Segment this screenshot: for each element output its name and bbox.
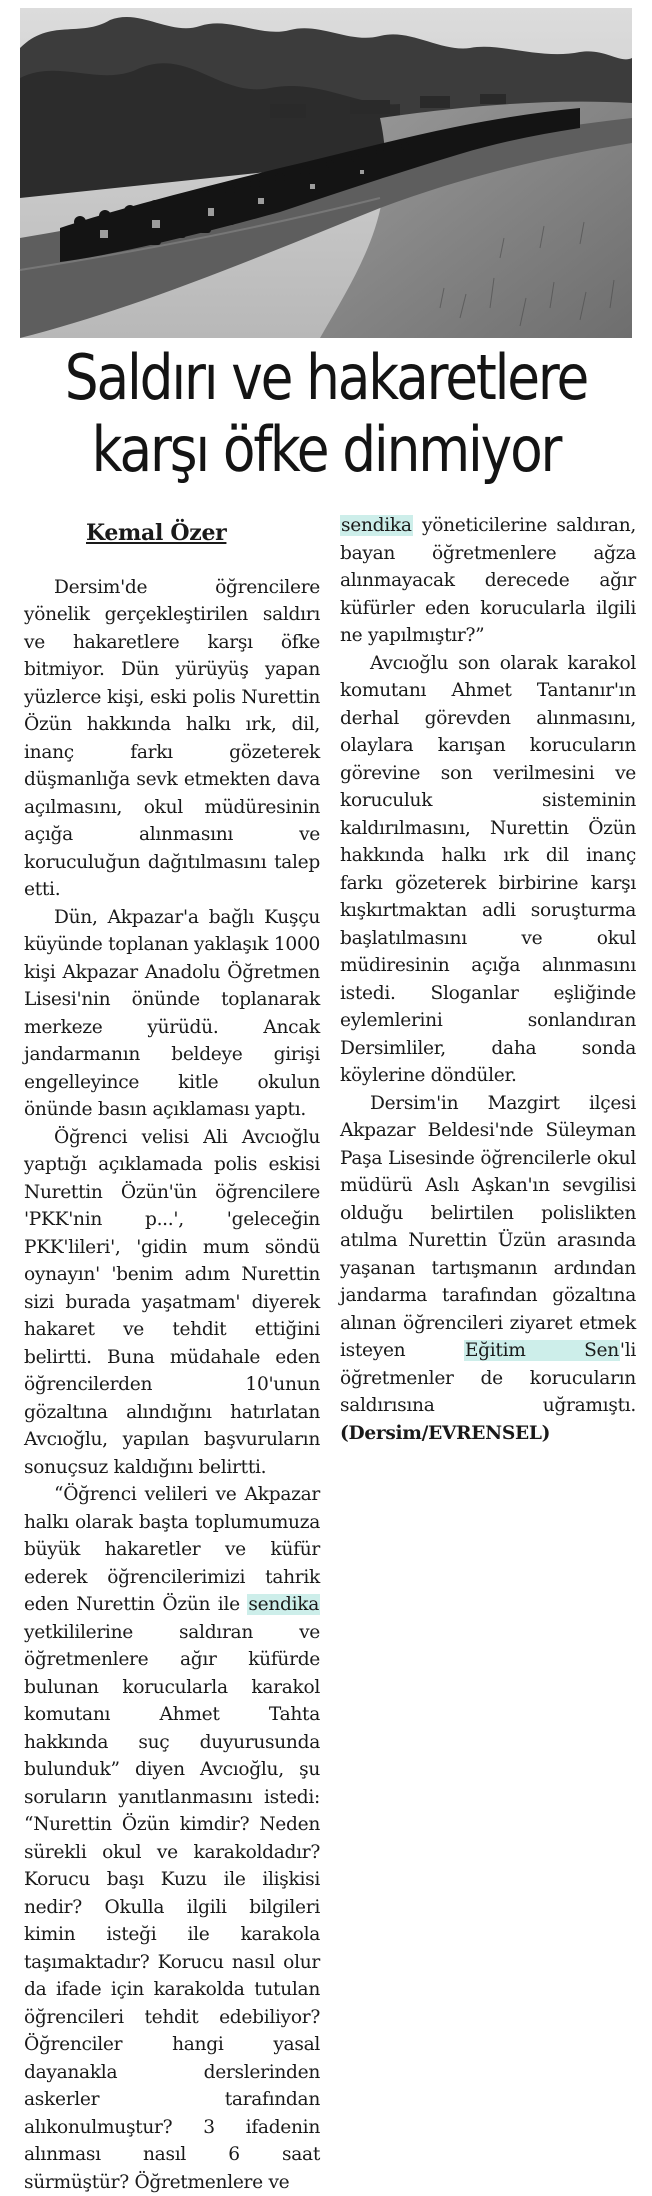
highlighted-keyword: Eğitim Sen (464, 1340, 619, 1361)
article-body (24, 512, 638, 2193)
paragraph-text: Dersim'in Mazgirt ilçesi Akpazar Beldesi'nde Süleyman Paşa Lisesinde öğrencilerle okul müdürü Aslı Aşkan'ın sevgilisi olduğu belirtilen polislikten atılma Nurettin Üzün arasında yaşanan tartışmanın ardından jandarma tarafından gözaltına alınan öğrencileri ziyaret etmek isteyen (340, 1092, 636, 1361)
column-left (24, 512, 320, 2193)
paragraph-6 (340, 650, 636, 1090)
author-byline: Kemal Özer (86, 520, 227, 546)
source-tag: (Dersim/EVRENSEL) (340, 1422, 551, 1444)
highlighted-keyword: sendika (341, 515, 412, 536)
column-right-flow (340, 512, 636, 1447)
paragraph-text: “Öğrenci velileri ve Akpazar halkı olarak başta toplumumuza büyük hakaretler ve küfür ederek öğrencilerimizi tahrik eden Nurettin Özün ile (24, 1484, 320, 1615)
news-photo (20, 8, 632, 338)
paragraph-text: yöneticilerine saldıran, bayan öğretmenlere ağza alınmayacak derecede ağır küfürler eden korucularla ilgili ne yapılmıştır?” (340, 515, 636, 646)
paragraph-text: Avcıoğlu son olarak karakol komutanı Ahmet Tantanır'ın derhal görevden alınmasını, olaylara karışan korucuların görevine son verilmesini ve koruculuk sisteminin kaldırılmasını, Nurettin Özün hakkında halkı ırk dil inanç farkı gözeterek birbirine karşı kışkırtmaktan adli soruşturma başlatılmasını ve okul müdiresinin açığa alınmasını istedi. Sloganlar eşliğinde eylemlerini sonlandıran Dersimliler, daha sonda köylerine döndüler. (340, 652, 636, 1086)
paragraph-text: Öğrenci velisi Ali Avcıoğlu yaptığı açıklamada polis eskisi Nurettin Özün'ün öğrencilere 'PKK'nin p...', 'geleceğin PKK'lileri', 'gidin mum söndü oynayın' 'benim adım Nurettin sizi burada yaşatmam' diyerek hakaret ve tehdit ettiğini belirtti. Buna müdahale eden öğrencilerden 10'unun gözaltına alındığını hatırlatan Avcıoğlu, yapılan başvuruların sonuçsuz kaldığını belirtti. (24, 1126, 320, 1478)
headline (59, 342, 592, 486)
paragraph-text: 'li öğretmenler de korucuların saldırısına uğramıştı. (340, 1340, 636, 1416)
paragraph-4-start (24, 1481, 320, 2196)
paragraph-text: yetkililerine saldıran ve öğretmenlere ağır küfürde bulunan korucularla karakol komutanı Ahmet Tahta hakkında suç duyurusunda bulunduk” diyen Avcıoğlu, şu soruların yanıtlanmasını istedi: “Nurettin Özün kimdir? Neden sürekli okul ve karakoldadır? Korucu başı Kuzu ile ilişkisi nedir? Okulla ilgili bilgileri kimin isteği ile karakola taşımaktadır? Korucu nasıl olur da ifade için karakolda tutulan öğrencileri tehdit edebiliyor? Öğrenciler hangi yasal dayanakla derslerinden askerler tarafından alıkonulmuştur? 3 ifadenin alınması nasıl 6 saat sürmüştür? Öğretmenlere ve (24, 1621, 320, 2193)
paragraph-1 (24, 574, 320, 904)
paragraph-3 (24, 1124, 320, 1482)
paragraph-text: Dün, Akpazar'a bağlı Kuşçu küyünde toplanan yaklaşık 1000 kişi Akpazar Anadolu Öğretmen Lisesi'nin önünde toplanarak merkeze yürüdü. Ancak jandarmanın beldeye girişi engelleyince kitle okulun önünde basın açıklaması yaptı. (24, 906, 320, 1120)
paragraph-2 (24, 904, 320, 1124)
headline-line-2: karşı öfke dinmiyor (91, 413, 561, 486)
paragraph-text: Dersim'de öğrencilere yönelik gerçekleştirilen saldırı ve hakaretlere karşı öfke bitmiyor. Dün yürüyüş yapan yüzlerce kişi, eski polis Nurettin Özün hakkında halkı ırk, dil, inanç farkı gözeterek düşmanlığa sevk etmekten dava açılmasını, okul müdüresinin açığa alınmasını ve koruculuğun dağıtılmasını talep etti. (24, 576, 320, 900)
paragraph-4-continued (340, 512, 636, 650)
headline-line-1: Saldırı ve hakaretlere (64, 341, 588, 414)
highlighted-keyword: sendika (248, 1594, 319, 1615)
paragraph-7 (340, 1090, 636, 1448)
column-right (340, 512, 636, 1892)
